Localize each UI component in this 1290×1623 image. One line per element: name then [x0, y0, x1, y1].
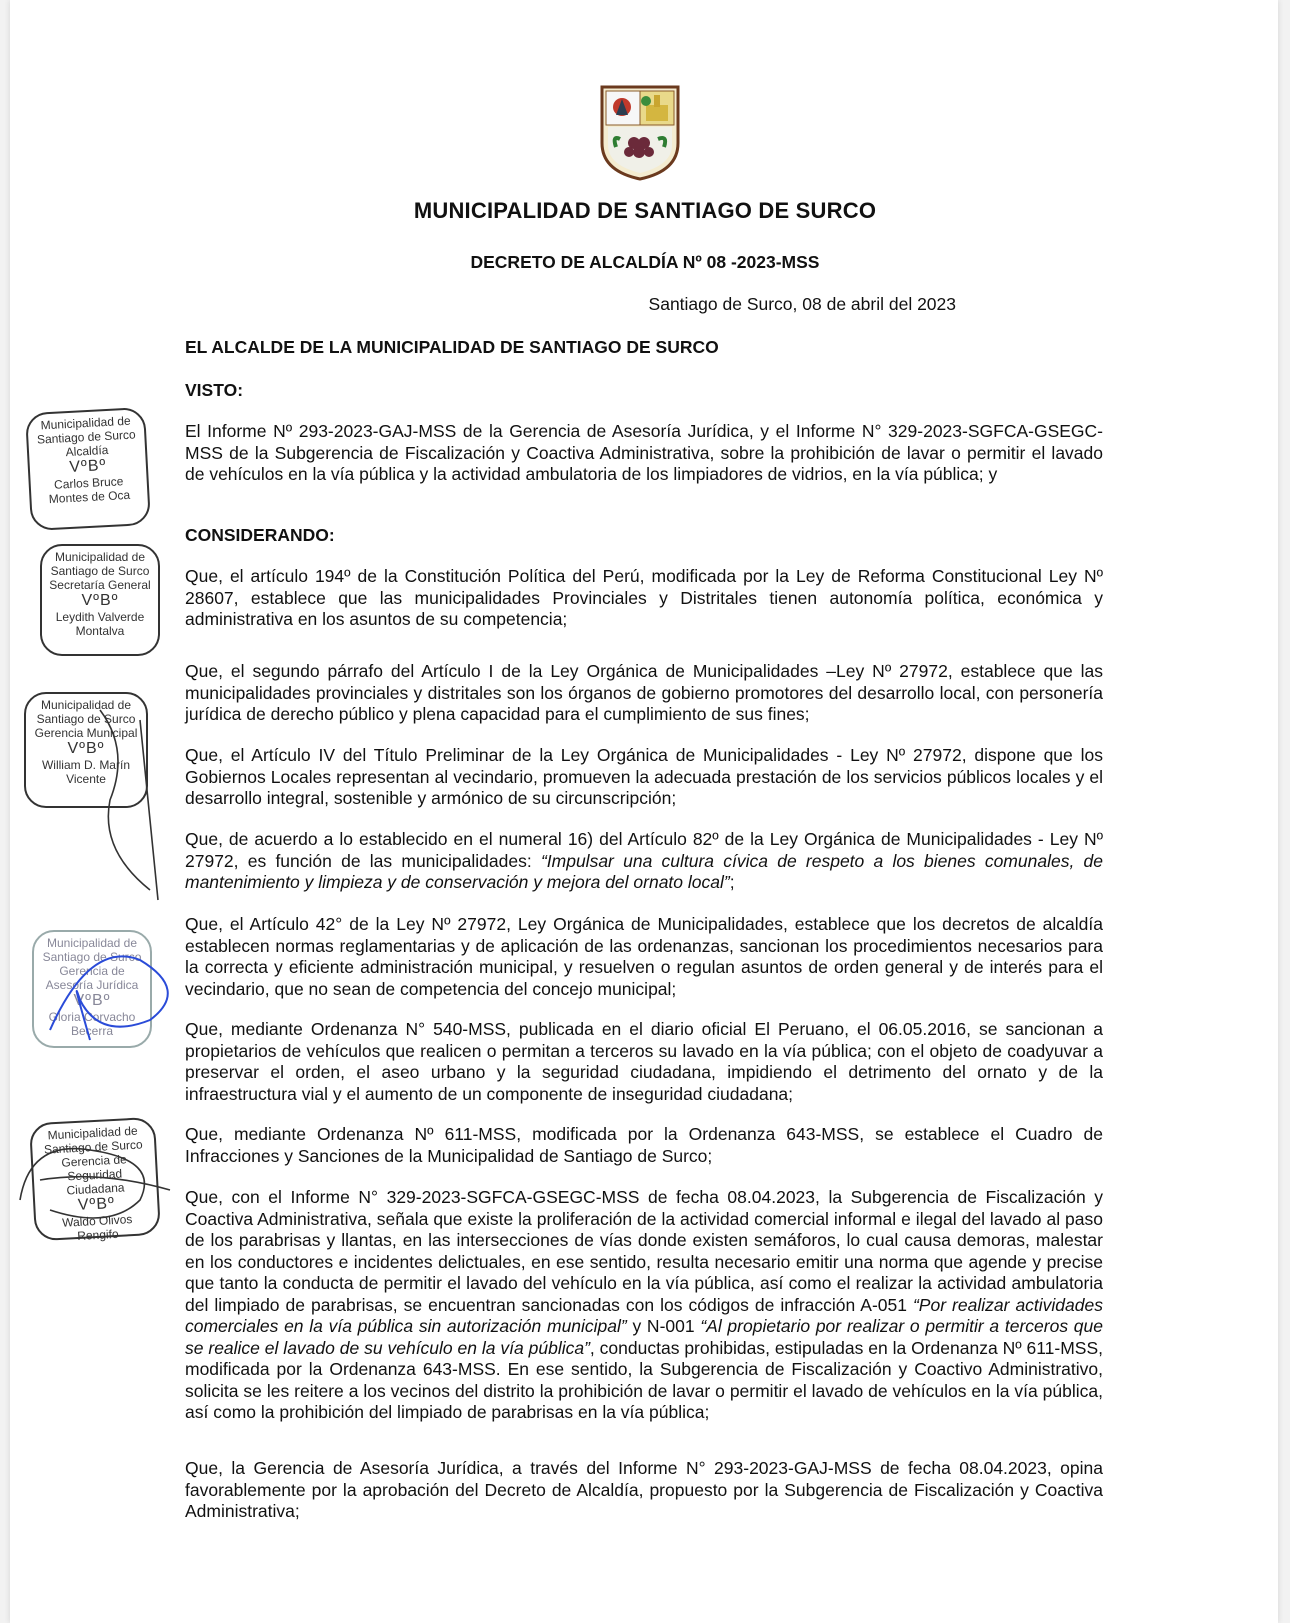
paragraph: Que, de acuerdo a lo establecido en el numeral 16) del Artículo 82º de la Ley Orgánica de Municipalidades - Ley Nº 27972, es función de las municipalidades: “Impulsar una cultura cívica de respeto a los bienes comunales, de mantenimiento y limpieza y de conservación y mejora del ornato local”; [185, 829, 1103, 892]
authority-heading: EL ALCALDE DE LA MUNICIPALIDAD DE SANTIAGO DE SURCO [185, 337, 719, 357]
organization-title: MUNICIPALIDAD DE SANTIAGO DE SURCO [413, 198, 877, 223]
paragraph: Que, el Artículo IV del Título Preliminar de la Ley Orgánica de Municipalidades - Ley Nº 27972, dispone que los Gobiernos Locales representan al vecindario, promueven la adecuada prestación de los servicios públicos locales y el desarrollo integral, sostenible y armónico de su circunscripción; [185, 745, 1103, 808]
approval-stamp: Municipalidad de Santiago de Surco Secretaría General VºBº Leydith Valverde Montalva [40, 544, 160, 656]
paragraph: Que, mediante Ordenanza N° 540-MSS, publicada en el diario oficial El Peruano, el 06.05.2016, se sancionan a propietarios de vehículos que realicen o permitan a terceros su lavado en la vía pública; con el objeto de coadyuvar a preservar el orden, el aseo urbano y la seguridad ciudadana, impidiendo el detrimento del ornato y de la infraestructura vial y el aumento de un componente de inseguridad ciudadana; [185, 1019, 1103, 1104]
visto-paragraph: El Informe Nº 293-2023-GAJ-MSS de la Gerencia de Asesoría Jurídica, y el Informe N° 329-2023-SGFCA-GSEGC-MSS de la Subgerencia de Fiscalización y Coactiva Administrativa, sobre la prohibición de lavar o permitir el lavado de vehículos en la vía pública y la actividad ambulatoria de los limpiadores de vidrios, en la vía pública; y [185, 421, 1103, 484]
document-date: Santiago de Surco, 08 de abril del 2023 [648, 294, 956, 314]
paragraph: Que, el artículo 194º de la Constitución Política del Perú, modificada por la Ley de Reforma Constitucional Ley Nº 28607, establece que las municipalidades Provinciales y Distritales tienen autonomía política, económica y administrativa en los asuntos de su competencia; [185, 566, 1103, 629]
coat-of-arms-icon [598, 85, 682, 181]
approval-stamp: Municipalidad de Santiago de Surco Gerencia de Seguridad Ciudadana VºBº Waldo Olivos Rengifo [29, 1117, 161, 1241]
decree-title: DECRETO DE ALCALDÍA Nº 08 -2023-MSS [470, 252, 820, 272]
approval-stamp: Municipalidad de Santiago de Surco Gerencia de Asesoría Jurídica VºBº Gloria Corvacho Becerra [32, 930, 152, 1048]
paragraph: Que, la Gerencia de Asesoría Jurídica, a través del Informe N° 293-2023-GAJ-MSS de fecha 08.04.2023, opina favorablemente por la aprobación del Decreto de Alcaldía, propuesto por la Subgerencia de Fiscalización y Coactiva Administrativa; [185, 1458, 1103, 1521]
signature-scribble [10, 1120, 180, 1240]
paragraph: Que, mediante Ordenanza Nº 611-MSS, modificada por la Ordenanza 643-MSS, se establece el Cuadro de Infracciones y Sanciones de la Municipalidad de Santiago de Surco; [185, 1124, 1103, 1166]
signature-scribble [30, 940, 190, 1050]
visto-heading: VISTO: [185, 380, 244, 400]
paragraph: Que, con el Informe N° 329-2023-SGFCA-GSEGC-MSS de fecha 08.04.2023, la Subgerencia de Fiscalización y Coactiva Administrativa, señala que existe la proliferación de la actividad comercial informal e ilegal del lavado al paso de los parabrisas y llantas, en las intersecciones de vías donde existen semáforos, lo cual causa demoras, malestar en los conductores e incidentes delictuales, en ese sentido, resulta necesario emitir una norma que agende y precise que tanto la conducta de permitir el lavado del vehículo en la vía pública, así como el realizar la actividad ambulatoria del limpiado de parabrisas, se encuentran sancionadas con los códigos de infracción A-051 “Por realizar actividades comerciales en la vía pública sin autorización municipal” y N-001 “Al propietario por realizar o permitir a terceros que se realice el lavado de su vehículo en la vía pública”, conductas prohibidas, estipuladas en la Ordenanza Nº 611-MSS, modificada por la Ordenanza 643-MSS. En ese sentido, la Subgerencia de Fiscalización y Coactivo Administrativo, solicita se les reitere a los vecinos del distrito la prohibición de lavar o permitir el lavado de vehículos en la vía pública, así como la prohibición del limpiado de parabrisas en la vía pública; [185, 1187, 1103, 1422]
considerando-heading: CONSIDERANDO: [185, 525, 335, 545]
paragraph: Que, el Artículo 42° de la Ley Nº 27972, Ley Orgánica de Municipalidades, establece que los decretos de alcaldía establecen normas reglamentarias y de aplicación de las ordenanzas, sancionan los procedimientos necesarios para la correcta y eficiente administración municipal, y resuelven o regulan asuntos de orden general y de interés para el vecindario, que no sean de competencia del concejo municipal; [185, 914, 1103, 999]
paragraph: Que, el segundo párrafo del Artículo I de la Ley Orgánica de Municipalidades –Ley Nº 27972, establece que las municipalidades provinciales y distritales son los órganos de gobierno promotores del desarrollo local, con personería jurídica de derecho público y plena capacidad para el cumplimiento de sus fines; [185, 661, 1103, 724]
signature-scribble [40, 690, 170, 930]
approval-stamp: Municipalidad de Santiago de Surco Alcaldía VºBº Carlos Bruce Montes de Oca [25, 407, 151, 531]
approval-stamp: Municipalidad de Santiago de Surco Gerencia Municipal VºBº William D. Marín Vicente [24, 692, 148, 808]
